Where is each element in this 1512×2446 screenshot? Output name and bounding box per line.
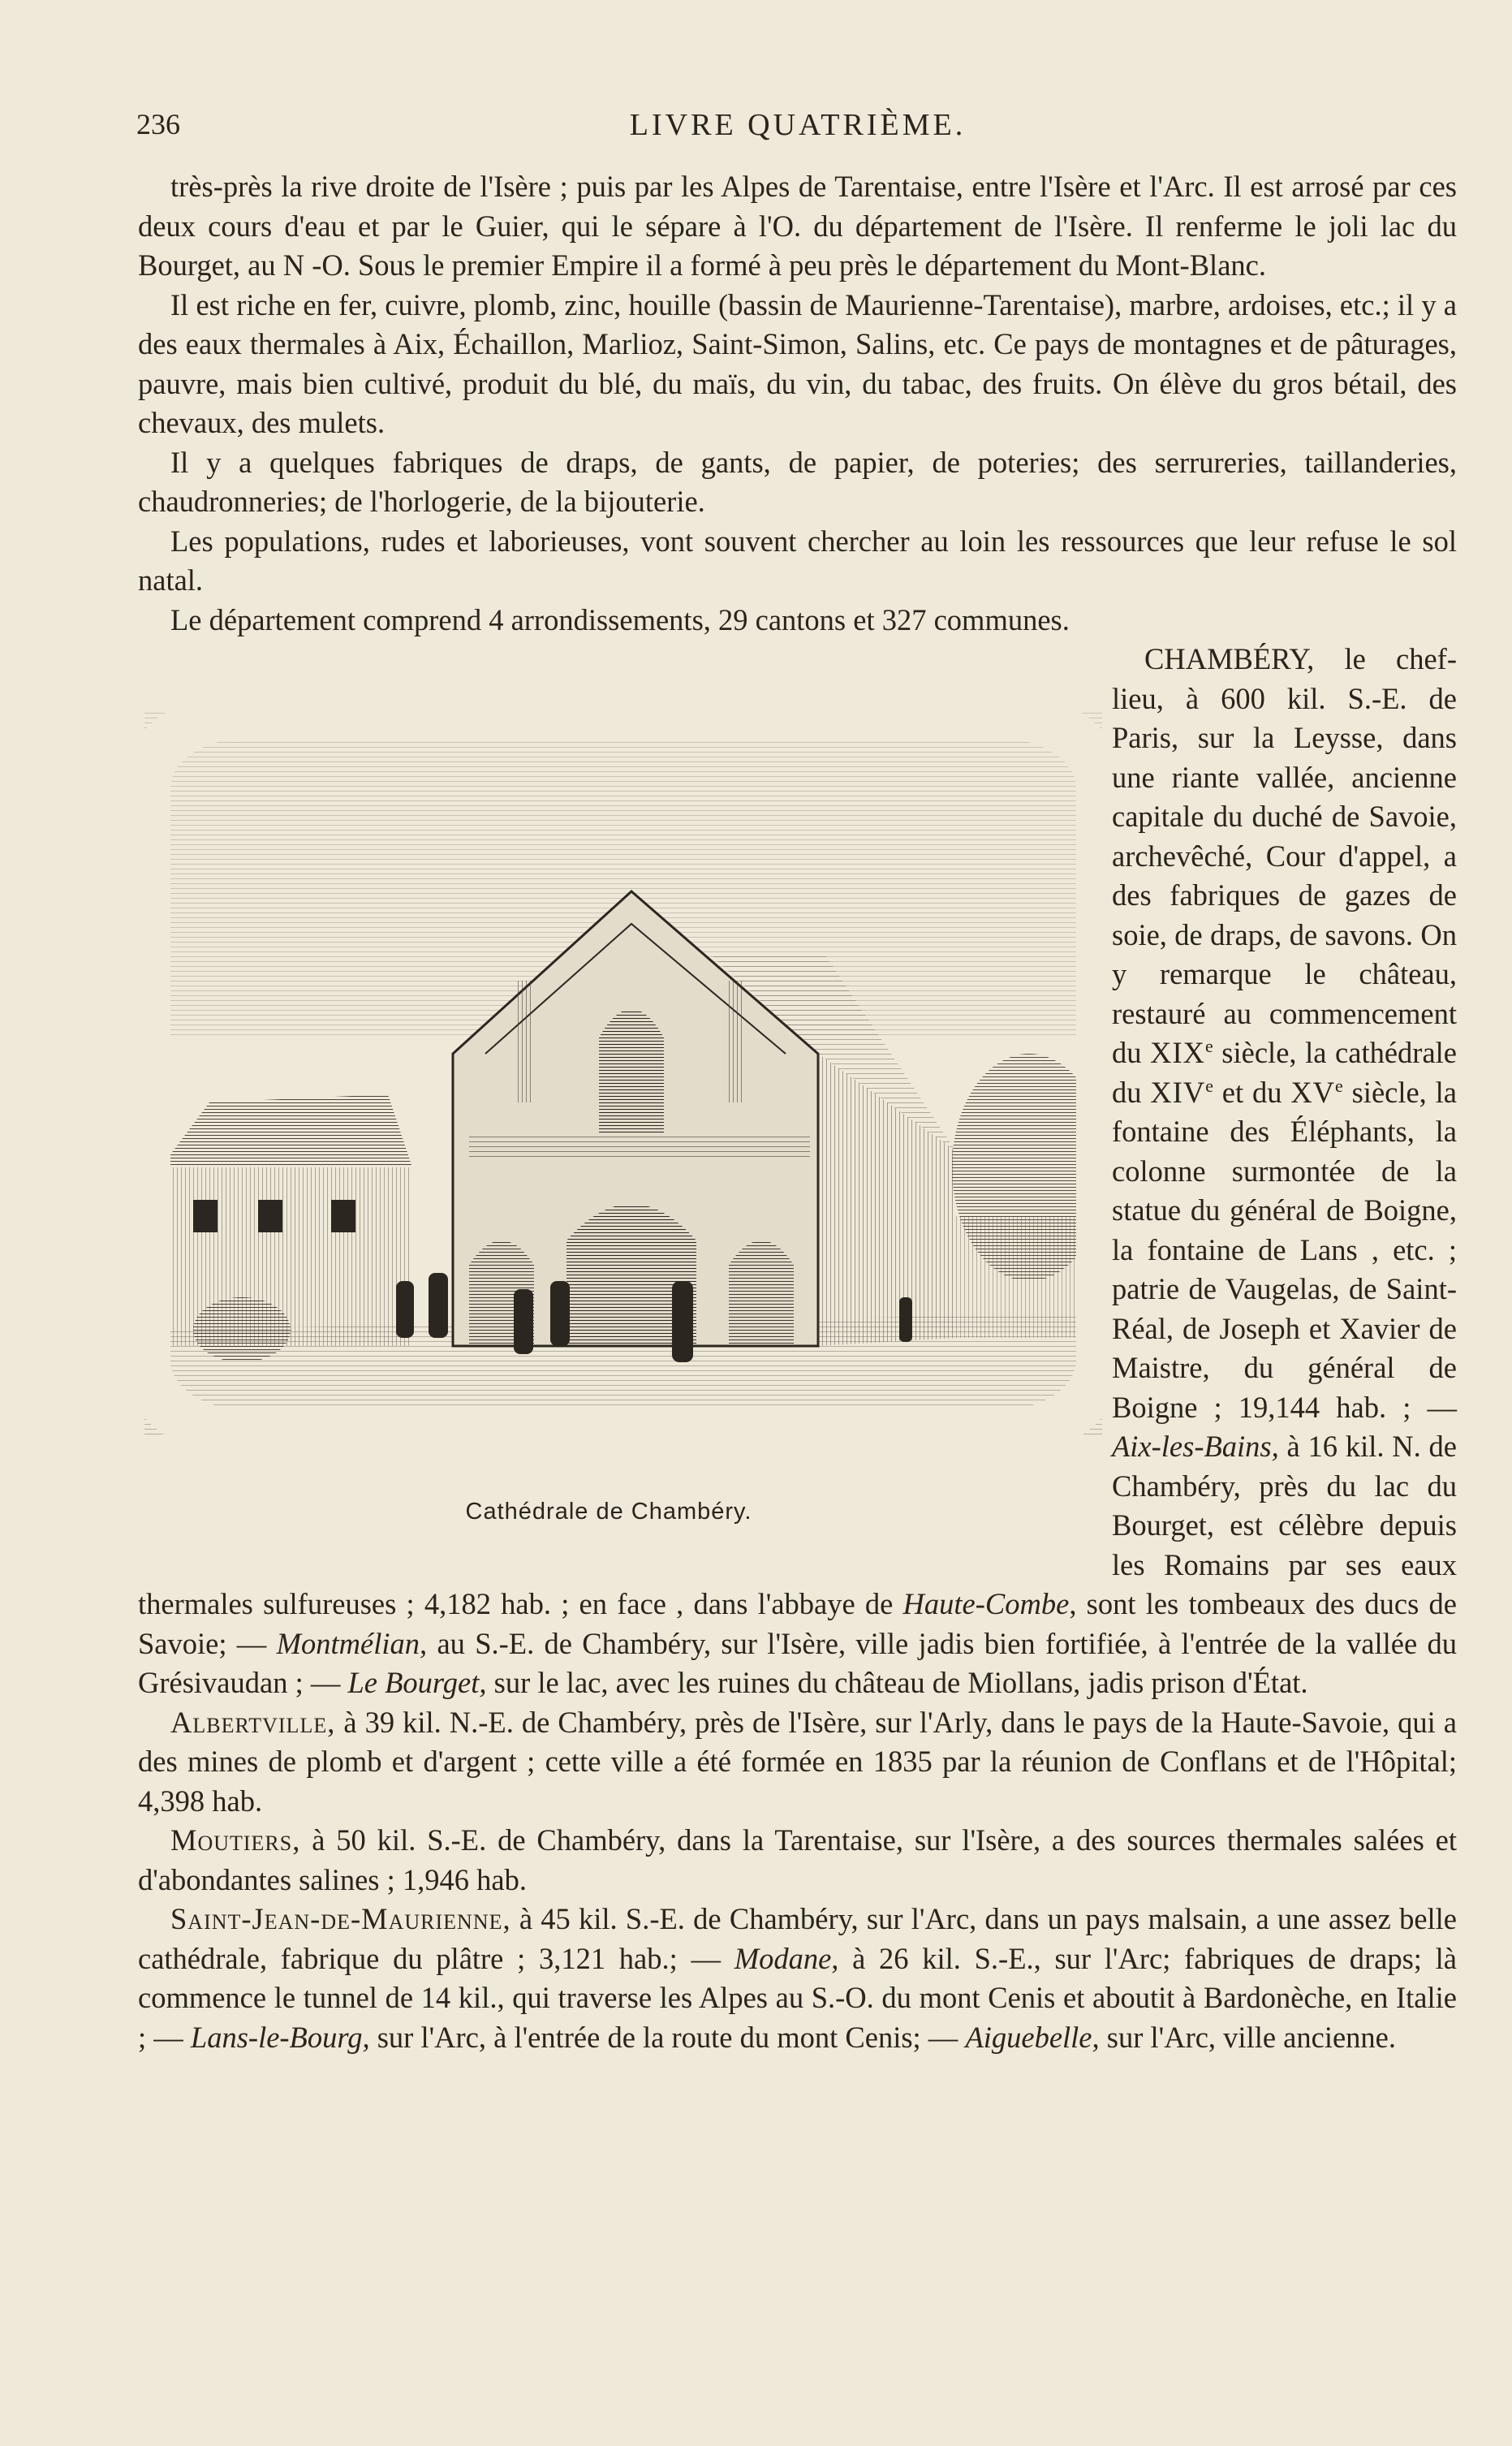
place-name: Haute-Combe [902, 1587, 1070, 1620]
town-name: Albertville, [170, 1705, 336, 1739]
text-run: à 39 kil. N.-E. de Chambéry, près de l'Isère, sur l'Arly, dans le pays de la Haute-Savoie, qui a des mines de plomb et d'argent ; cette ville a été formée en 1835 par la réunion de Conflans et de l'Hôpital; 4,398 hab. [138, 1705, 1457, 1818]
place-name: Aiguebelle, [965, 2020, 1100, 2054]
figure-caption: Cathédrale de Chambéry. [465, 1499, 752, 1525]
place-name: Lans-le-Bourg, [190, 2020, 370, 2054]
place-name: Aix-les-Bains, [1112, 1430, 1279, 1463]
superscript: e [1205, 1075, 1213, 1096]
page-number: 236 [136, 108, 180, 140]
place-name: Modane, [734, 1941, 839, 1975]
town-name: Moutiers, [170, 1823, 301, 1857]
text-run: sur le lac, avec les ruines du château de Miollans, jadis prison d'État. [486, 1666, 1308, 1699]
text-run: CHAMBÉRY, le chef-lieu, à 600 kil. S.-E. de Paris, sur la Leysse, dans une riante vallée, ancienne capitale du duché de Savoie, archevêché, Cour d'appel, a des fabriques de gazes de soie, de draps, de savons. On y remarque le château, restauré au commencement du [1112, 642, 1457, 1069]
text-run: à 50 kil. S.-E. de Chambéry, dans la Tarentaise, sur l'Isère, a des sources thermales salées et d'abondantes salines ; 1,946 hab. [138, 1823, 1457, 1896]
text-run: à 16 kil. N. de Chambéry, près du lac du Bourget, est célèbre depuis les Romains par ses eaux thermales sulfureuses ; 4,182 hab. ; en face , dans l'abbaye de [138, 1430, 1457, 1620]
text-run: et du [1213, 1075, 1291, 1109]
superscript: e [1335, 1075, 1343, 1096]
text-run: au S.-E. de Chambéry, sur l'Isère, ville jadis bien fortifiée, à l'entrée de la vallée du Grésivaudan ; — [138, 1626, 1457, 1699]
text-run: siècle, la cathédrale du [1112, 1036, 1458, 1109]
paragraph-3: Il y a quelques fabriques de draps, de gants, de papier, de poteries; des serrureries, taillanderies, chaudronneries; de l'horlogerie, de la bijouterie. [138, 445, 1457, 518]
page-header [136, 107, 1459, 156]
paragraph-7 [138, 1703, 1457, 1822]
paragraph-5: Le département comprend 4 arrondissements, 29 cantons et 327 communes. [170, 602, 1070, 636]
text-run: sur l'Arc, à l'entrée de la route du mont Cenis; — [369, 2020, 966, 2054]
text-run: , sont les tombeaux des ducs de Savoie; — [138, 1587, 1457, 1660]
paragraph-1: très-près la rive droite de l'Isère ; puis par les Alpes de Tarentaise, entre l'Isère et l'Arc. Il est arrosé par ces deux cours d'eau et par le Guier, qui le sépare à l'O. du département de l'Isère. Il renferme le joli lac du Bourget, au N -O. Sous le premier Empire il a formé à peu près le département du Mont-Blanc. [138, 170, 1457, 282]
cathedral-engraving [144, 713, 1102, 1435]
town-name: Saint-Jean-de-Maurienne, [170, 1902, 511, 1935]
figure [138, 640, 1112, 1561]
place-name: Le Bourget, [347, 1666, 487, 1699]
roman-numeral: XIV [1150, 1075, 1206, 1109]
paragraph-2: Il est riche en fer, cuivre, plomb, zinc, houille (bassin de Maurienne-Tarentaise), marbre, ardoises, etc.; il y a des eaux thermales à Aix, Échaillon, Marlioz, Saint-Simon, Salins, etc. Ce pays de montagnes et de pâturages, pauvre, mais bien cultivé, produit du blé, du maïs, du vin, du tabac, des fruits. On élève du gros bétail, des chevaux, des mulets. [138, 287, 1457, 439]
text-run: sur l'Arc, ville ancienne. [1099, 2020, 1396, 2054]
roman-numeral: XV [1290, 1075, 1336, 1109]
text-run: siècle, la fontaine des Éléphants, la colonne surmontée de la statue du général de Boigne, la fontaine de Lans , etc. ; patrie de Vaugelas, de Saint-Réal, de Joseph et Xavier de Maistre, du général de Boigne ; 19,144 hab. ; — [1112, 1075, 1457, 1424]
body-text [138, 167, 1457, 2057]
paragraph-4: Les populations, rudes et laborieuses, vont souvent chercher au loin les ressources que leur refuse le sol natal. [138, 524, 1457, 597]
place-name: Montmélian, [276, 1626, 428, 1660]
roman-numeral: XIX [1150, 1036, 1205, 1069]
text-run: à 45 kil. S.-E. de Chambéry, sur l'Arc, dans un pays malsain, a une assez belle cathédrale, fabrique du plâtre ; 3,121 hab.; — [138, 1902, 1457, 1975]
text-run: à 26 kil. S.-E., sur l'Arc; fabriques de draps; là commence le tunnel de 14 kil., qui traverse les Alpes au S.-O. du mont Cenis et aboutit à Bardonèche, en Italie ; — [138, 1941, 1457, 2054]
paragraph-9 [138, 1900, 1457, 2057]
paragraph-8 [138, 1821, 1457, 1900]
running-title: LIVRE QUATRIÈME. [629, 108, 967, 142]
superscript: e [1204, 1035, 1213, 1056]
